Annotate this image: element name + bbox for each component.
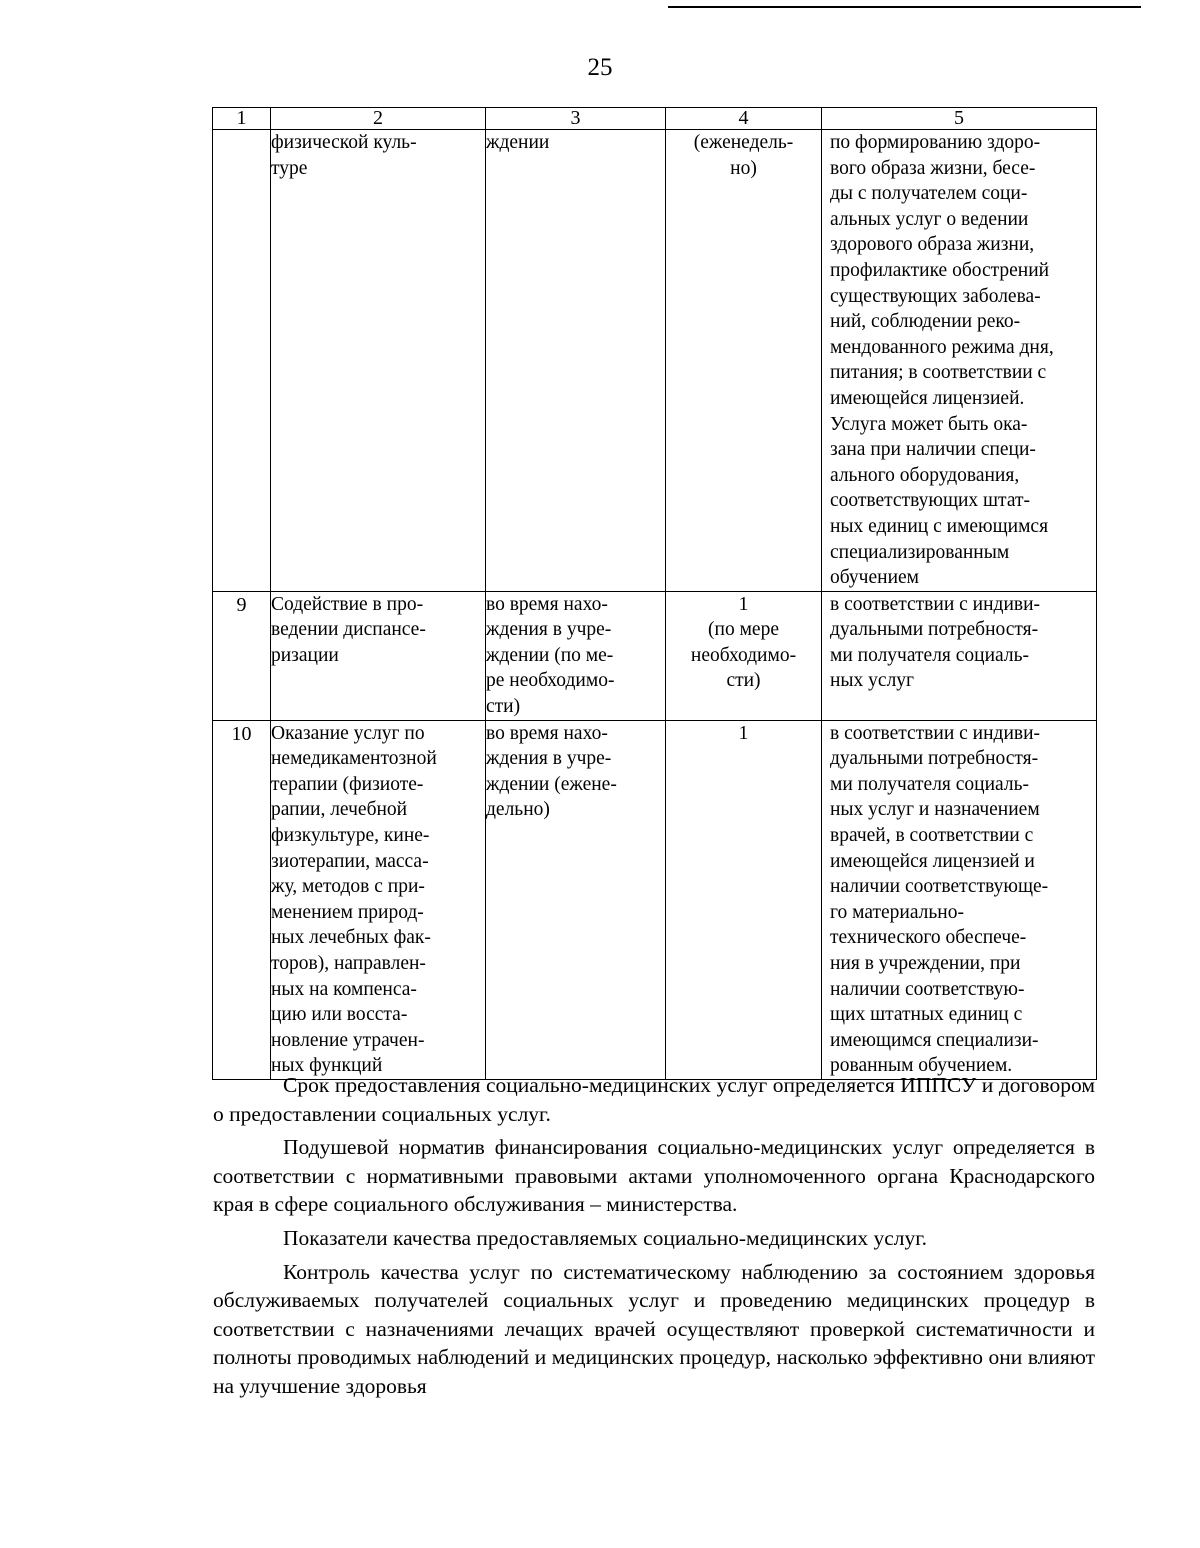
cell-line: туре: [271, 157, 308, 179]
cell-line: ведении диспансе-: [271, 619, 426, 641]
paragraph-quality-heading: Показатели качества предоставляемых социально-медицинских услуг.: [283, 1225, 928, 1250]
paragraph-term: Срок предоставления социально-медицинских услуг определяется ИППСУ и договором о предоставлении социальных услуг.: [213, 1073, 1095, 1126]
service-conditions: [822, 720, 1097, 1079]
cell-line: ных лечебных фак-: [271, 927, 431, 949]
cell-line: ального оборудования,: [830, 464, 1020, 486]
cell-line: во время нахо-: [486, 722, 608, 744]
cell-line: немедикаментозной: [271, 748, 437, 770]
cell-line: ных на компенса-: [271, 978, 417, 1000]
cell-line: физкультуре, кине-: [271, 825, 430, 847]
cell-line: ждения в учре-: [486, 619, 612, 641]
cell-line: ждения в учре-: [486, 748, 612, 770]
service-volume: [666, 591, 822, 720]
cell-line: 1: [738, 722, 749, 744]
cell-line: технического обеспече-: [830, 927, 1027, 949]
cell-line: новление утрачен-: [271, 1029, 425, 1051]
cell-line: имеющимся специализи-: [830, 1029, 1039, 1051]
paragraph-quality-control: Контроль качества услуг по систематическому наблюдению за состоянием здоровья обслуживаемых получателей социальных услуг и проведению медицинских процедур в соответствии с назначениями лечащих врачей осуществляют проверкой систематичности и полноты проводимых наблюдений и медицинских процедур, насколько эффективно они влияют на улучшение здоровья: [213, 1259, 1095, 1398]
cell-line: торов), направлен-: [271, 953, 426, 974]
cell-line: ных услуг: [830, 670, 915, 692]
row-number: 10: [213, 720, 271, 1079]
cell-line: имеющейся лицензией.: [830, 387, 1025, 409]
cell-line: по формированию здоро-: [830, 132, 1041, 153]
cell-line: но): [730, 157, 757, 179]
cell-line: ждении (по ме-: [486, 644, 614, 666]
cell-line: сти): [726, 670, 761, 692]
cell-line: сти): [486, 696, 521, 718]
body-text: [213, 1071, 1095, 1406]
cell-line: имеющейся лицензией и: [830, 850, 1035, 872]
service-period: [486, 130, 666, 592]
cell-line: 1: [738, 593, 749, 615]
cell-line: го материально-: [830, 901, 964, 923]
cell-line: ды с получателем соци-: [830, 183, 1028, 205]
cell-line: ми получателя социаль-: [830, 773, 1029, 795]
cell-line: Содействие в про-: [271, 593, 424, 615]
cell-line: (еженедель-: [693, 132, 794, 153]
cell-line: альных услуг о ведении: [830, 208, 1029, 230]
cell-line: в соответствии с индиви-: [830, 722, 1041, 744]
cell-line: (по мере: [708, 619, 779, 641]
cell-line: ных единиц с имеющимся: [830, 515, 1049, 537]
service-name: [271, 591, 486, 720]
cell-line: Услуга может быть ока-: [830, 413, 1028, 435]
cell-line: ний, соблюдении реко-: [830, 311, 1021, 333]
cell-line: зиотерапии, масса-: [271, 850, 429, 872]
cell-line: терапии (физиоте-: [271, 773, 424, 795]
service-volume: [666, 130, 822, 592]
cell-line: специализированным: [830, 541, 1010, 563]
cell-line: жу, методов с при-: [271, 876, 425, 898]
cell-line: ждении: [486, 132, 550, 153]
cell-line: вого образа жизни, бесе-: [830, 157, 1036, 179]
row-number: 9: [213, 591, 271, 720]
cell-line: щих штатных единиц с: [830, 1004, 1023, 1026]
cell-line: ждении (еженe-: [486, 773, 617, 795]
table-row: [213, 130, 1097, 592]
cell-line: ризации: [271, 644, 339, 666]
cell-line: рованным обучением.: [830, 1055, 1013, 1077]
cell-line: врачей, в соответствии с: [830, 825, 1034, 847]
cell-line: рапии, лечебной: [271, 799, 408, 821]
service-period: [486, 720, 666, 1079]
cell-line: ре необходимо-: [486, 670, 615, 692]
cell-line: ных функций: [271, 1055, 383, 1077]
top-rule: [668, 6, 1141, 8]
cell-line: Оказание услуг по: [271, 722, 425, 744]
row-number: [213, 130, 271, 592]
page-number: 25: [587, 54, 613, 81]
cell-line: наличии соответствующе-: [830, 876, 1049, 898]
header-cell: 2: [271, 108, 486, 130]
cell-line: физической куль-: [271, 132, 417, 153]
cell-line: соответствующих штат-: [830, 490, 1030, 512]
service-conditions: [822, 130, 1097, 592]
service-period: [486, 591, 666, 720]
cell-line: дуальными потребностя-: [830, 748, 1039, 770]
cell-line: существующих заболева-: [830, 285, 1041, 307]
service-conditions: [822, 591, 1097, 720]
table-header-row: [213, 108, 1097, 130]
cell-line: обучением: [830, 567, 920, 589]
cell-line: в соответствии с индиви-: [830, 593, 1041, 615]
service-volume: [666, 720, 822, 1079]
table-row: [213, 591, 1097, 720]
paragraph-financing: Подушевой норматив финансирования социально-медицинских услуг определяется в соответствии с нормативными правовыми актами уполномоченного органа Краснодарского края в сфере социального обслуживания – министерства.: [213, 1135, 1095, 1217]
table-row: [213, 720, 1097, 1079]
cell-line: наличии соответствую-: [830, 978, 1025, 1000]
header-cell: 3: [486, 108, 666, 130]
header-cell: 1: [213, 108, 271, 130]
cell-line: зана при наличии специ-: [830, 439, 1036, 461]
cell-line: профилактике обострений: [830, 259, 1050, 281]
service-name: [271, 130, 486, 592]
cell-line: менением природ-: [271, 901, 424, 923]
cell-line: цию или восста-: [271, 1004, 408, 1026]
cell-line: во время нахо-: [486, 593, 608, 615]
cell-line: мендованного режима дня,: [830, 336, 1054, 358]
cell-line: необходимо-: [690, 644, 797, 666]
cell-line: дуальными потребностя-: [830, 619, 1039, 641]
cell-line: ми получателя социаль-: [830, 644, 1029, 666]
cell-line: дельно): [486, 799, 550, 821]
service-name: [271, 720, 486, 1079]
cell-line: ния в учреждении, при: [830, 953, 1021, 974]
header-cell: 4: [666, 108, 822, 130]
services-table: [212, 107, 1097, 1080]
cell-line: здорового образа жизни,: [830, 234, 1035, 256]
header-cell: 5: [822, 108, 1097, 130]
cell-line: ных услуг и назначением: [830, 799, 1040, 821]
cell-line: питания; в соответствии с: [830, 362, 1047, 384]
